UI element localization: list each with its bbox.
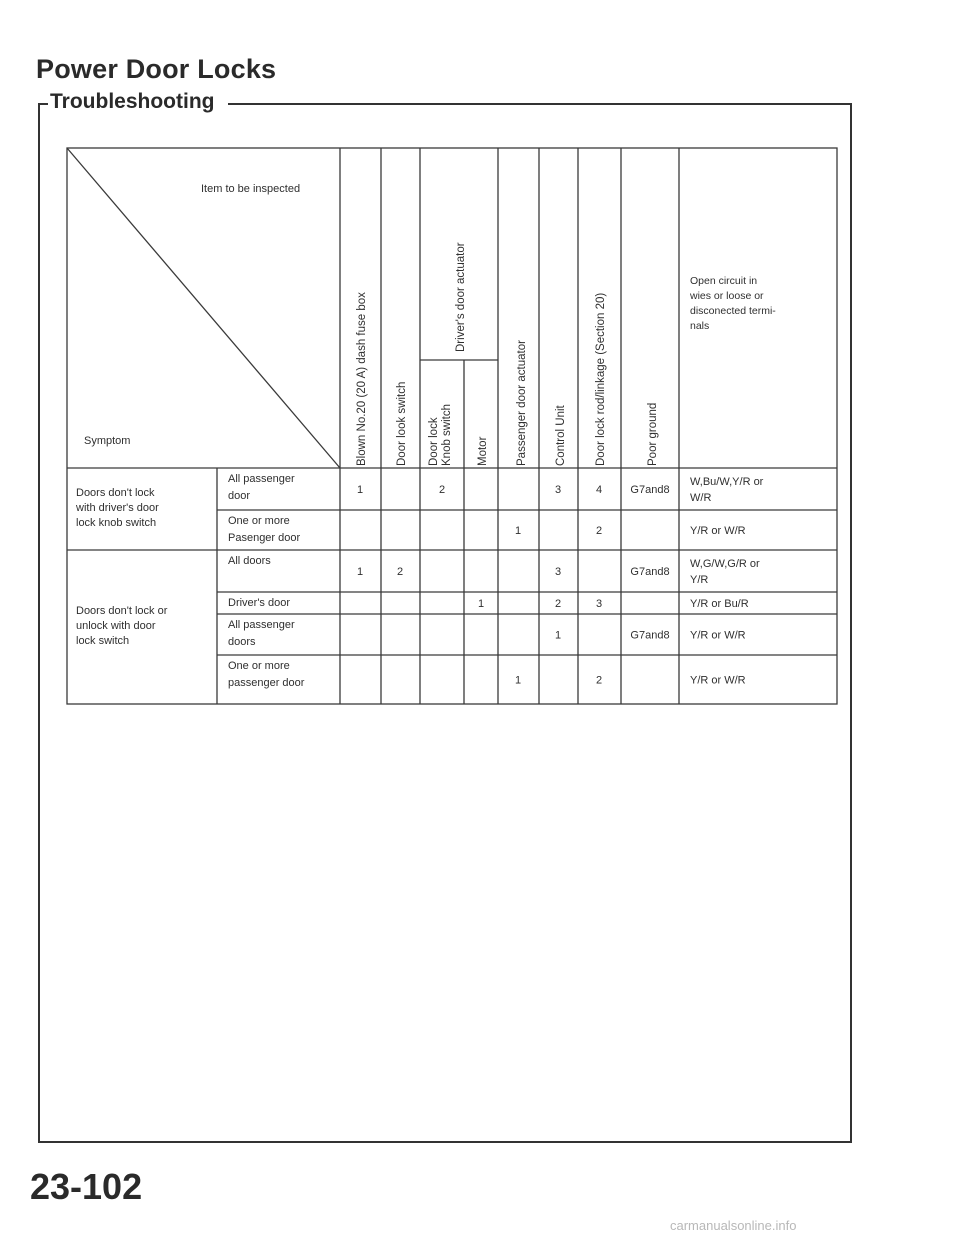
col-header-door-lock-switch: Door look switch <box>396 381 408 466</box>
cell-1-3-4: 1 <box>514 674 522 687</box>
cell-0-0-8: W,Bu/W,Y/R or W/R <box>690 476 764 504</box>
cell-0-0-6: 4 <box>595 484 603 496</box>
cell-1-1-8: Y/R or Bu/R <box>690 598 749 610</box>
condition-1-3: One or more passenger door <box>228 660 305 689</box>
cell-1-2-8: Y/R or W/R <box>690 629 746 642</box>
col-header-passenger-actuator: Passenger door actuator <box>516 340 528 466</box>
page-title: Power Door Locks <box>36 54 277 84</box>
condition-0-1: One or more Pasenger door <box>228 515 301 544</box>
cell-0-0-7: G7and8 <box>630 484 670 496</box>
col-header-driver-actuator: Driver's door actuator <box>455 242 467 352</box>
page-number: 23-102 <box>30 1166 143 1207</box>
cell-1-0-8: W,G/W,G/R or Y/R <box>690 558 760 586</box>
cell-1-0-7: G7and8 <box>630 566 670 578</box>
cell-1-0-5: 3 <box>554 566 562 578</box>
cell-1-1-6: 3 <box>595 598 603 610</box>
corner-symptom-label: Symptom <box>84 435 131 447</box>
cell-1-2-5: 1 <box>554 629 562 642</box>
col-header-motor: Motor <box>477 436 489 466</box>
corner-item-label: Item to be inspected <box>201 183 301 195</box>
col-header-poor-ground: Poor ground <box>647 402 659 466</box>
cell-1-2-7: G7and8 <box>630 629 670 642</box>
symptom-group-1: Doors don't lock with driver's door lock knob switch <box>76 487 159 529</box>
frame-bottom-rule <box>38 1141 852 1143</box>
cell-0-0-0: 1 <box>356 484 364 496</box>
cell-1-0-1: 2 <box>396 566 404 578</box>
symptom-group-2: Doors don't lock or unlock with door lock switch <box>76 605 168 647</box>
col-header-control-unit: Control Unit <box>555 405 567 466</box>
cell-1-1-5: 2 <box>554 598 562 610</box>
section-title: Troubleshooting <box>50 90 215 113</box>
cell-1-0-0: 1 <box>356 566 364 578</box>
col-header-fuse: Blown No.20 (20 A) dash fuse box <box>356 292 368 466</box>
cell-0-0-5: 3 <box>554 484 562 496</box>
cell-1-1-3: 1 <box>477 598 485 610</box>
cell-1-3-8: Y/R or W/R <box>690 674 746 687</box>
cell-0-0-2: 2 <box>438 484 446 496</box>
col-header-linkage: Door lock rod/linkage (Section 20) <box>595 292 607 466</box>
condition-1-1: Driver's door <box>228 597 291 609</box>
corner-diagonal <box>67 148 340 468</box>
condition-1-0: All doors <box>228 555 271 567</box>
col-header-knob-switch: Door lockKnob switch <box>428 403 453 466</box>
cell-1-3-6: 2 <box>595 674 603 687</box>
cell-0-1-8: Y/R or W/R <box>690 525 746 537</box>
condition-0-0: All passenger door <box>228 473 295 502</box>
cell-0-1-4: 1 <box>514 525 522 537</box>
condition-1-2: All passenger doors <box>228 619 295 648</box>
cell-0-1-6: 2 <box>595 525 603 537</box>
watermark: carmanualsonline.info <box>670 1218 797 1233</box>
col-header-open-circuit: Open circuit in wies or loose or disconected termi-nals <box>690 275 776 332</box>
